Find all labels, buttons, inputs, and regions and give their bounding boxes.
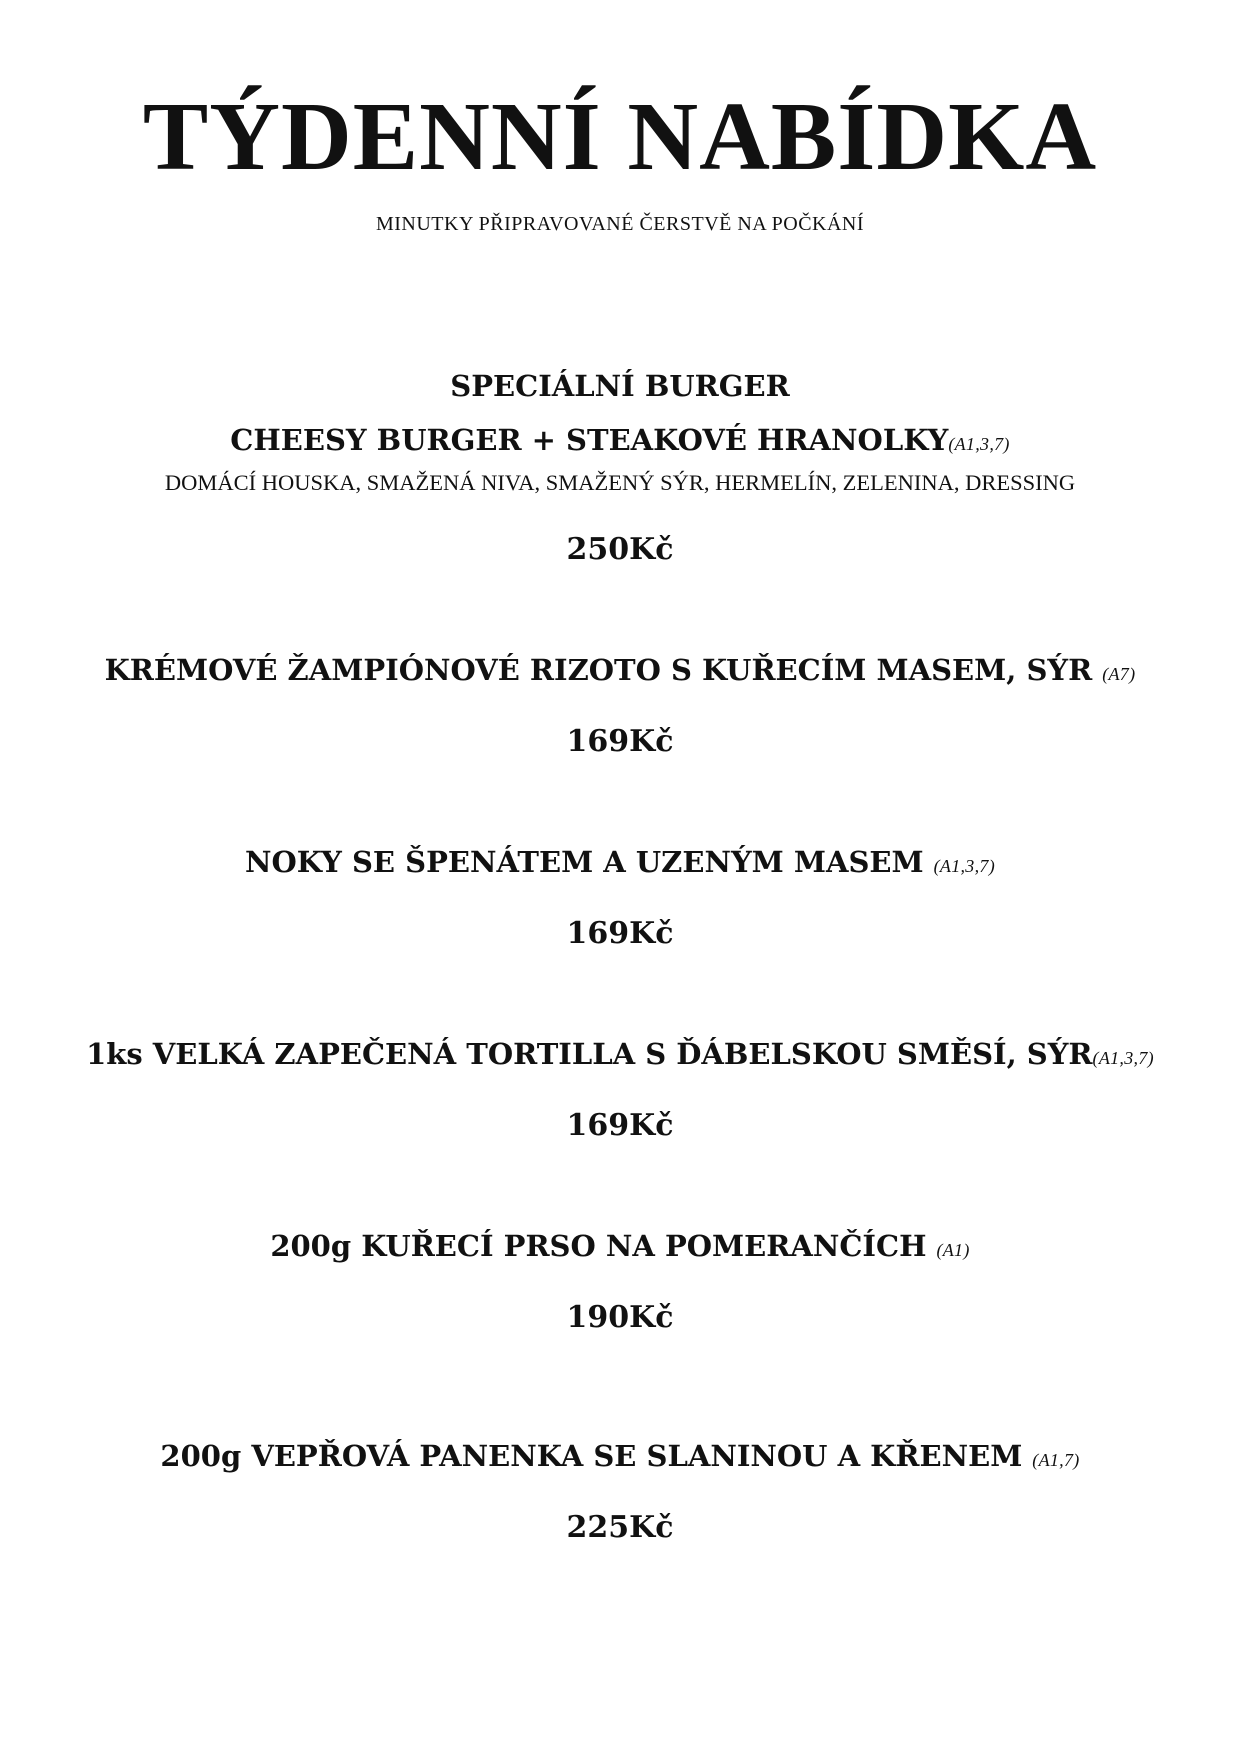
dish-price: 169Kč (566, 724, 674, 759)
dish-name: CHEESY BURGER + STEAKOVÉ HRANOLKY (230, 423, 949, 457)
dish-price: 169Kč (566, 1108, 674, 1143)
page-subtitle: MINUTKY PŘIPRAVOVANÉ ČERSTVĚ NA POČKÁNÍ (375, 213, 865, 235)
dish-name: KRÉMOVÉ ŽAMPIÓNOVÉ RIZOTO S KUŘECÍM MASEM, SÝR (104, 653, 1093, 687)
dish-name: 1ks VELKÁ ZAPEČENÁ TORTILLA S ĎÁBELSKOU SMĚSÍ, SÝR (86, 1037, 1093, 1071)
page-title: TÝDENNÍ NABÍDKA (142, 83, 1098, 191)
menu-item-name (0, 420, 1240, 464)
menu-item-name (0, 1226, 1240, 1270)
dish-name: 200g VEPŘOVÁ PANENKA SE SLANINOU A KŘENEM (160, 1439, 1023, 1473)
special-heading: SPECIÁLNÍ BURGER (450, 369, 790, 403)
dish-name: NOKY SE ŠPENÁTEM A UZENÝM MASEM (244, 845, 924, 879)
dish-price: 250Kč (566, 532, 674, 567)
allergen-codes: (A1) (936, 1240, 970, 1260)
allergen-codes: (A7) (1102, 664, 1136, 684)
allergen-codes: (A1,3,7) (1092, 1048, 1154, 1068)
allergen-codes: (A1,3,7) (933, 856, 995, 876)
allergen-codes: (A1,7) (1032, 1450, 1080, 1470)
dish-description: DOMÁCÍ HOUSKA, SMAŽENÁ NIVA, SMAŽENÝ SÝR, HERMELÍN, ZELENINA, DRESSING (164, 470, 1076, 495)
menu-item-name (0, 842, 1240, 886)
dish-price: 225Kč (566, 1510, 674, 1545)
menu-item-name (0, 1034, 1240, 1078)
menu-item-name (0, 650, 1240, 694)
dish-price: 169Kč (566, 916, 674, 951)
menu-item-name (0, 1436, 1240, 1480)
dish-name: 200g KUŘECÍ PRSO NA POMERANČÍCH (270, 1229, 927, 1263)
dish-price: 190Kč (566, 1300, 674, 1335)
allergen-codes: (A1,3,7) (948, 434, 1010, 454)
